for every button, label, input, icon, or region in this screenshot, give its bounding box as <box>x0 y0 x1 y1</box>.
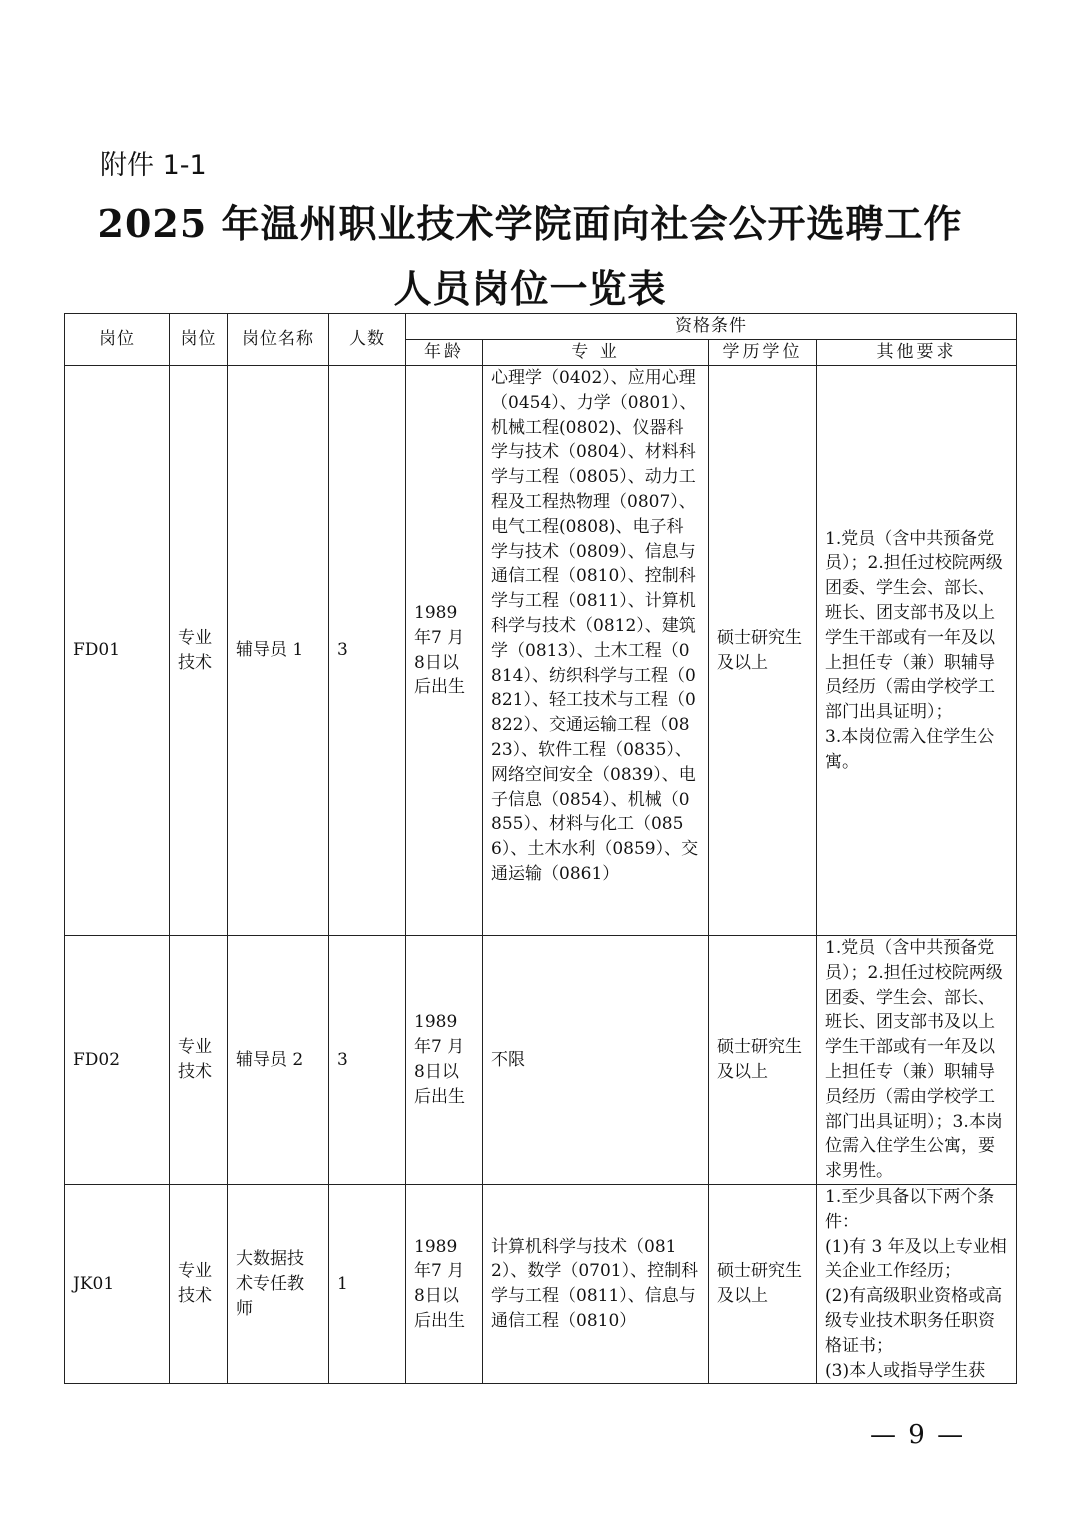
age-requirement: 1989 年7 月 8日以后出生 <box>406 936 483 1185</box>
post-name: 大数据技术专任教师 <box>228 1185 329 1384</box>
post-count: 1 <box>329 1185 406 1384</box>
attachment-label: 附件 1-1 <box>100 150 207 181</box>
table-row <box>65 1185 1017 1384</box>
header-degree: 学历学位 <box>709 340 817 366</box>
age-requirement: 1989 年7 月 8日以后出生 <box>406 1185 483 1384</box>
post-code: JK01 <box>65 1185 170 1384</box>
positions-table <box>64 313 1017 1384</box>
degree-requirement: 硕士研究生及以上 <box>709 936 817 1185</box>
post-name: 辅导员 1 <box>228 366 329 936</box>
degree-requirement: 硕士研究生及以上 <box>709 366 817 936</box>
other-requirements: 1.至少具备以下两个条件： (1)有 3 年及以上专业相关企业工作经历； (2)有高级职业资格或高级专业技术职务任职资格证书； (3)本人或指导学生获 <box>817 1185 1017 1384</box>
post-code: FD01 <box>65 366 170 936</box>
header-major: 专 业 <box>483 340 709 366</box>
header-post-category: 岗位 <box>170 314 228 366</box>
post-count: 3 <box>329 936 406 1185</box>
header-post-code: 岗位 <box>65 314 170 366</box>
post-name: 辅导员 2 <box>228 936 329 1185</box>
other-requirements: 1.党员（含中共预备党员）；2.担任过校院两级团委、学生会、部长、班长、团支部书及以上学生干部或有一年及以上担任专（兼）职辅导员经历（需由学校学工部门出具证明）；3.本岗位需入住学生公寓，要求男性。 <box>817 936 1017 1185</box>
header-qualifications: 资格条件 <box>406 314 1017 340</box>
post-category: 专业技术 <box>170 936 228 1185</box>
header-count: 人数 <box>329 314 406 366</box>
major-requirement: 计算机科学与技术（0812）、数学（0701）、控制科学与工程（0811）、信息与通信工程（0810） <box>483 1185 709 1384</box>
header-post-name: 岗位名称 <box>228 314 329 366</box>
table-row <box>65 366 1017 936</box>
age-requirement: 1989 年7 月 8日以后出生 <box>406 366 483 936</box>
post-category: 专业技术 <box>170 1185 228 1384</box>
major-requirement: 不限 <box>483 936 709 1185</box>
header-age: 年龄 <box>406 340 483 366</box>
document-title-line2: 人员岗位一览表 <box>393 266 667 311</box>
page-number: — 9 — <box>870 1420 966 1450</box>
header-row-1 <box>65 314 1017 340</box>
table-row <box>65 936 1017 1185</box>
header-other: 其他要求 <box>817 340 1017 366</box>
document-title-line1: 2025 年温州职业技术学院面向社会公开选聘工作 <box>97 201 963 246</box>
post-category: 专业技术 <box>170 366 228 936</box>
major-requirement: 心理学（0402）、应用心理（0454）、力学（0801）、机械工程(0802)、仪器科学与技术（0804）、材料科学与工程（0805）、动力工程及工程热物理（0807）、电气工程(0808)、电子科学与技术（0809）、信息与通信工程（0810）、控制科学与工程（0811）、计算机科学与技术（0812）、建筑学（0813）、土木工程（0814）、纺织科学与工程（0821）、轻工技术与工程（0822）、交通运输工程（0823）、软件工程（0835）、网络空间安全（0839）、电子信息（0854）、机械（0855）、材料与化工（0856）、土木水利（0859）、交通运输（0861） <box>483 366 709 936</box>
degree-requirement: 硕士研究生及以上 <box>709 1185 817 1384</box>
other-requirements: 1.党员（含中共预备党员）；2.担任过校院两级团委、学生会、部长、班长、团支部书及以上学生干部或有一年及以上担任专（兼）职辅导员经历（需由学校学工部门出具证明）； 3.本岗位需入住学生公寓。 <box>817 366 1017 936</box>
post-code: FD02 <box>65 936 170 1185</box>
post-count: 3 <box>329 366 406 936</box>
